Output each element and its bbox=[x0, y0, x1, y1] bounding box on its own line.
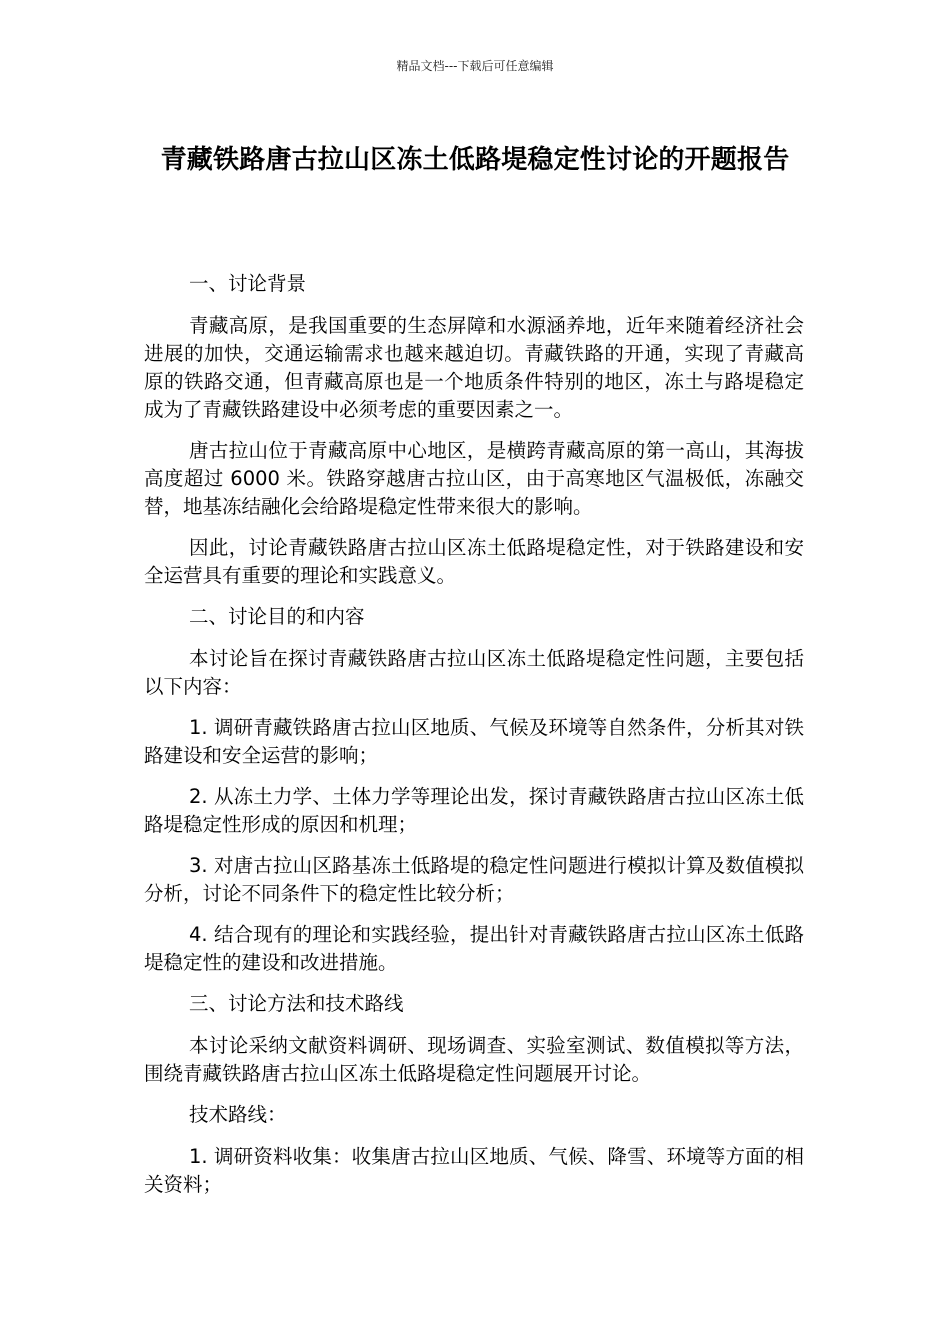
list-item-3: 3. 对唐古拉山区路基冻土低路堤的稳定性问题进行模拟计算及数值模拟分析，讨论不同条件下的稳定性比较分析； bbox=[144, 854, 804, 905]
paragraph-tanggula-location: 唐古拉山位于青藏高原中心地区，是横跨青藏高原的第一高山，其海拔高度超过 6000 米。铁路穿越唐古拉山区，由于高寒地区气温极低，冻融交替，地基冻结融化会给路堤稳定性带来很大的影响。 bbox=[144, 439, 804, 518]
section-heading-background: 一、讨论背景 bbox=[189, 272, 307, 295]
paragraph-methods: 本讨论采纳文献资料调研、现场调查、实验室测试、数值模拟等方法，围绕青藏铁路唐古拉山区冻土低路堤稳定性问题展开讨论。 bbox=[144, 1034, 804, 1085]
document-title: 青藏铁路唐古拉山区冻土低路堤稳定性讨论的开题报告 bbox=[160, 145, 790, 175]
list-item-1: 1. 调研青藏铁路唐古拉山区地质、气候及环境等自然条件，分析其对铁路建设和安全运营的影响； bbox=[144, 716, 804, 767]
paragraph-plateau-overview: 青藏高原，是我国重要的生态屏障和水源涵养地，近年来随着经济社会进展的加快，交通运输需求也越来越迫切。青藏铁路的开通，实现了青藏高原的铁路交通，但青藏高原也是一个地质条件特别的地区，冻土与路堤稳定成为了青藏铁路建设中必须考虑的重要因素之一。 bbox=[144, 314, 804, 421]
subheading-technical-route: 技术路线： bbox=[189, 1103, 287, 1126]
document-body bbox=[144, 270, 804, 1212]
section-heading-methods: 三、讨论方法和技术路线 bbox=[189, 992, 404, 1015]
header-note: 精品文档---下载后可任意编辑 bbox=[396, 59, 554, 73]
list-item-2: 2. 从冻土力学、土体力学等理论出发，探讨青藏铁路唐古拉山区冻土低路堤稳定性形成的原因和机理； bbox=[144, 785, 804, 836]
paragraph-objectives-intro: 本讨论旨在探讨青藏铁路唐古拉山区冻土低路堤稳定性问题，主要包括以下内容： bbox=[144, 647, 804, 698]
route-item-1: 1. 调研资料收集：收集唐古拉山区地质、气候、降雪、环境等方面的相关资料； bbox=[144, 1145, 804, 1196]
section-heading-objectives: 二、讨论目的和内容 bbox=[189, 605, 365, 628]
list-item-4: 4. 结合现有的理论和实践经验，提出针对青藏铁路唐古拉山区冻土低路堤稳定性的建设和改进措施。 bbox=[144, 923, 804, 974]
paragraph-significance: 因此，讨论青藏铁路唐古拉山区冻土低路堤稳定性，对于铁路建设和安全运营具有重要的理论和实践意义。 bbox=[144, 536, 804, 587]
